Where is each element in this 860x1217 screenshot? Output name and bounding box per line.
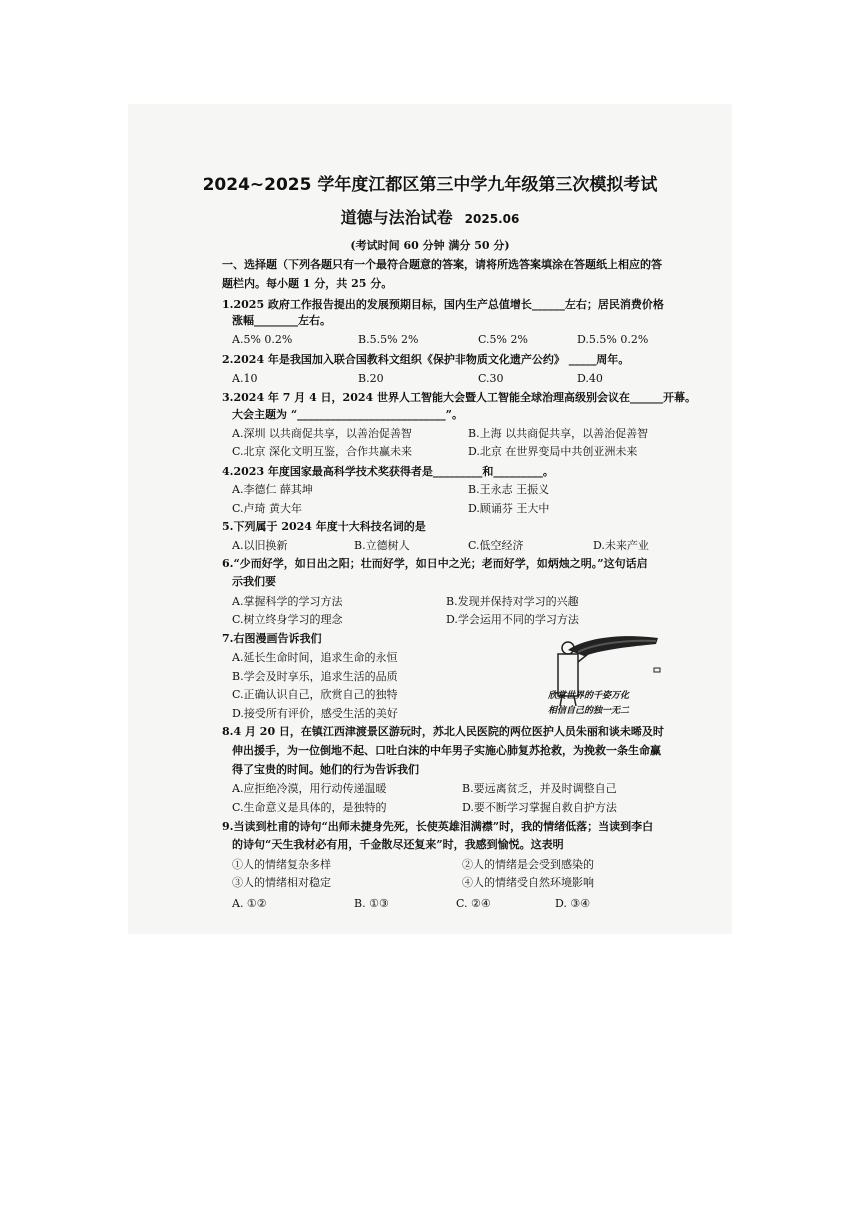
question-7-option-d: D.接受所有评价，感受生活的美好: [232, 707, 398, 720]
subject-title: 道德与法治试卷: [340, 208, 453, 227]
question-4-option-d: D.顾诵芬 王大中: [468, 502, 550, 515]
question-8-option-b: B.要远离贫乏，并及时调整自己: [462, 782, 617, 795]
question-3-option-a: A.深圳 以共商促共享，以善治促善智: [232, 427, 412, 440]
question-9-statement-3: ③人的情绪相对稳定: [232, 876, 331, 889]
question-8-option-d: D.要不断学习掌握自救自护方法: [462, 801, 617, 814]
question-6-line2: 示我们要: [232, 575, 276, 588]
question-3-option-d: D.北京 在世界变局中共创亚洲未来: [468, 445, 638, 458]
question-1-line1: 1.2025 政府工作报告提出的发展预期目标，国内生产总值增长______左右；居民消费价格: [222, 298, 664, 311]
question-9-line2: 的诗句“天生我材必有用，千金散尽还复来”时，我感到愉悦。这表明: [232, 838, 564, 851]
question-6-option-b: B.发现并保持对学习的兴趣: [446, 595, 579, 608]
cartoon-crowd-shape: [568, 636, 658, 656]
section-heading-line2: 题栏内。每小题 1 分，共 25 分。: [222, 277, 393, 290]
question-5-option-b: B.立德树人: [354, 539, 410, 552]
question-9-statement-2: ②人的情绪是会受到感染的: [462, 858, 594, 871]
cartoon-caption-line1: 欣赏世界的千姿万化: [548, 691, 630, 701]
question-8-line3: 得了宝贵的时间。她们的行为告诉我们: [232, 763, 419, 776]
question-1-option-d: D.5.5% 0.2%: [577, 333, 649, 346]
question-9-option-d: D. ③④: [555, 897, 591, 910]
question-2-option-c: C.30: [478, 372, 504, 385]
question-4-line1: 4.2023 年度国家最高科学技术奖获得者是_________和_________。: [222, 465, 554, 478]
question-6-line1: 6.“少而好学，如日出之阳；壮而好学，如日中之光；老而好学，如炳烛之明。”这句话启: [222, 557, 648, 570]
question-9-statement-1: ①人的情绪复杂多样: [232, 858, 331, 871]
question-4-option-b: B.王永志 王振义: [468, 483, 550, 496]
question-4-option-c: C.卢琦 黄大年: [232, 502, 303, 515]
question-6-option-d: D.学会运用不同的学习方法: [446, 613, 579, 626]
question-5-option-a: A.以旧换新: [232, 539, 288, 552]
question-5-option-d: D.未来产业: [593, 539, 649, 552]
question-3-line1: 3.2024 年 7 月 4 日，2024 世界人工智能大会暨人工智能全球治理高级别会议在______开幕。: [222, 391, 696, 404]
question-5-line1: 5.下列属于 2024 年度十大科技名词的是: [222, 520, 426, 533]
question-2-option-a: A.10: [232, 372, 258, 385]
question-4-option-a: A.李德仁 薛其坤: [232, 483, 313, 496]
question-7-line1: 7.右图漫画告诉我们: [222, 632, 322, 645]
question-3-option-b: B.上海 以共商促共享，以善治促善智: [468, 427, 649, 440]
exam-title: 2024~2025 学年度江都区第三中学九年级第三次模拟考试: [202, 175, 658, 195]
question-7-option-c: C.正确认识自己，欣赏自己的独特: [232, 688, 398, 701]
question-3-option-c: C.北京 深化文明互鉴，合作共赢未来: [232, 445, 413, 458]
question-1-option-a: A.5% 0.2%: [232, 333, 293, 346]
section-heading-line1: 一、选择题（下列各题只有一个最符合题意的答案，请将所选答案填涂在答题纸上相应的答: [222, 258, 662, 271]
question-8-line2: 伸出援手，为一位倒地不起、口吐白沫的中年男子实施心肺复苏抢救，为挽救一条生命赢: [232, 744, 661, 757]
question-7-option-a: A.延长生命时间，追求生命的永恒: [232, 651, 398, 664]
question-1-line2: 涨幅________左右。: [232, 314, 331, 327]
question-6-option-c: C.树立终身学习的理念: [232, 613, 343, 626]
exam-time-info: (考试时间 60 分钟 满分 50 分): [350, 239, 510, 252]
question-2-option-b: B.20: [358, 372, 384, 385]
question-6-option-a: A.掌握科学的学习方法: [232, 595, 343, 608]
question-9-option-b: B. ①③: [354, 897, 389, 910]
question-1-option-b: B.5.5% 2%: [358, 333, 419, 346]
question-8-option-c: C.生命意义是具体的，是独特的: [232, 801, 387, 814]
question-7-option-b: B.学会及时享乐，追求生活的品质: [232, 670, 398, 683]
question-8-line1: 8.4 月 20 日，在镇江西津渡景区游玩时，苏北人民医院的两位医护人员朱丽和谈未晞及时: [222, 725, 664, 738]
question-9-option-a: A. ①②: [232, 897, 267, 910]
exam-subtitle: [0, 205, 860, 228]
question-8-option-a: A.应拒绝冷漠，用行动传递温暖: [232, 782, 387, 795]
question-5-option-c: C.低空经济: [468, 539, 524, 552]
question-3-line2: 大会主题为 “___________________________”。: [232, 408, 463, 421]
question-9-option-c: C. ②④: [456, 897, 491, 910]
question-1-option-c: C.5% 2%: [478, 333, 528, 346]
exam-paper: [128, 104, 732, 934]
question-2-option-d: D.40: [577, 372, 603, 385]
question-2-line1: 2.2024 年是我国加入联合国教科文组织《保护非物质文化遗产公约》 _____周年。: [222, 353, 630, 366]
exam-date: 2025.06: [464, 212, 520, 226]
question-9-statement-4: ④人的情绪受自然环境影响: [462, 876, 594, 889]
question-9-line1: 9.当读到杜甫的诗句“出师未捷身先死，长使英雄泪满襟”时，我的情绪低落；当读到李白: [222, 820, 654, 833]
cartoon-caption-line2: 相信自己的独一无二: [548, 706, 630, 716]
